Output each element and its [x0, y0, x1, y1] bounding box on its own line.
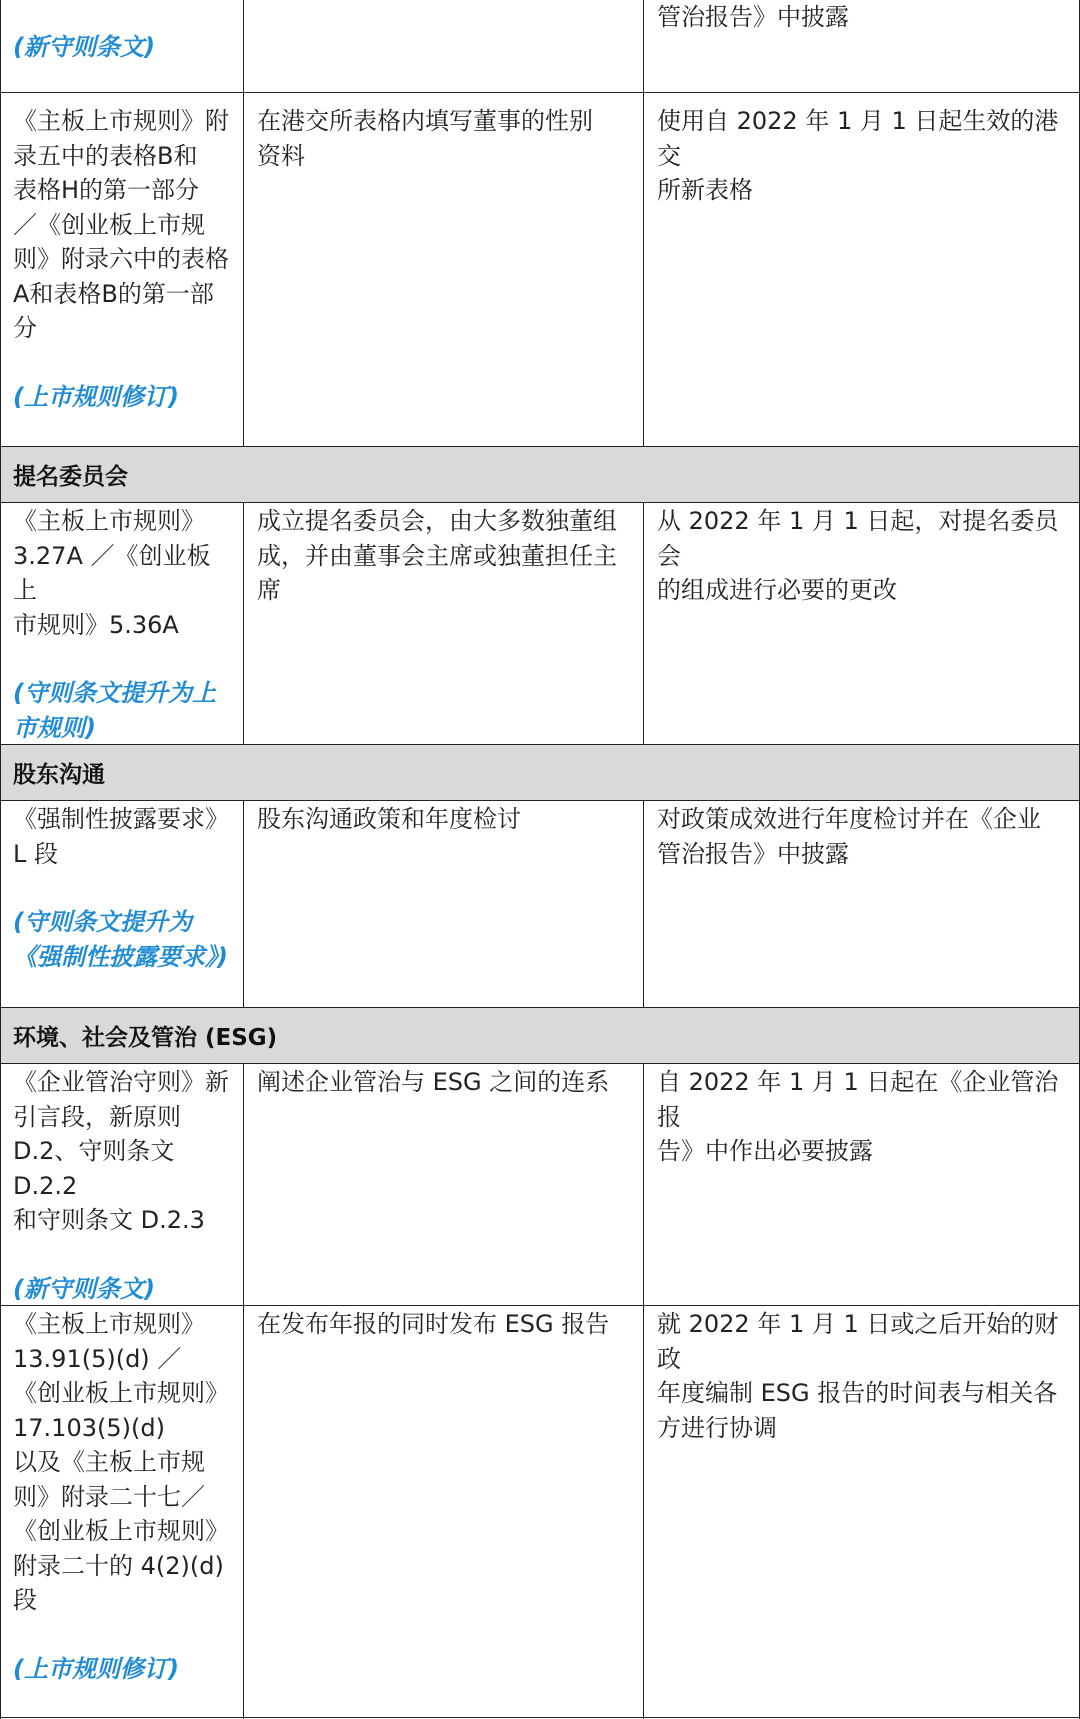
text-line: 《创业板上市规则》 [13, 1379, 229, 1407]
row-divider [0, 1717, 1080, 1718]
rule-note: (上市规则修订) [13, 382, 179, 411]
section-header-row [0, 744, 1080, 800]
column-divider [243, 0, 244, 446]
row-divider [0, 446, 1080, 447]
requirement-cell [243, 1305, 643, 1719]
row-divider [0, 1305, 1080, 1306]
text-line: 《企业管治守则》新 [13, 1068, 229, 1096]
text-line: 表格H的第一部分 [13, 176, 200, 204]
column-divider [643, 800, 644, 1007]
section-header-row [0, 1007, 1080, 1063]
action-cell [643, 800, 1080, 1007]
row-divider [0, 800, 1080, 801]
text-line: 《主板上市规则》 [13, 1310, 205, 1338]
action-cell [643, 502, 1080, 744]
column-divider [643, 1063, 644, 1719]
text-line: 17.103(5)(d) [13, 1413, 165, 1442]
text-line: 年度编制 ESG 报告的时间表与相关各 [657, 1379, 1058, 1407]
text-line: 则》附录二十七／ [13, 1482, 205, 1511]
text-line: 和守则条文 D.2.3 [13, 1206, 205, 1234]
action-cell [643, 0, 1080, 92]
table-row [0, 800, 1080, 1007]
requirement-cell [243, 800, 643, 1007]
column-divider [0, 0, 1, 1719]
text-line: 席 [257, 576, 281, 604]
table-row [0, 92, 1080, 446]
rule-reference-cell [0, 1063, 243, 1305]
rule-note: (新守则条文) [13, 1274, 155, 1303]
rule-note: (守则条文提升为 《强制性披露要求》) [13, 908, 228, 971]
text-line: 自 2022 年 1 月 1 日起在《企业管治报 [657, 1068, 1059, 1131]
text-line: 管治报告》中披露 [657, 3, 849, 31]
text-line: 分 [13, 314, 37, 342]
text-line: ／《创业板上市规 [13, 210, 205, 239]
text-line: D.2、守则条文 D.2.2 [13, 1137, 175, 1200]
table-row [0, 1305, 1080, 1719]
text-line: 《创业板上市规则》 [13, 1517, 229, 1545]
column-divider [243, 1063, 244, 1719]
text-line: 使用自 2022 年 1 月 1 日起生效的港交 [657, 107, 1059, 170]
rule-reference-cell [0, 1305, 243, 1719]
action-cell [643, 1063, 1080, 1305]
text-line: 告》中作出必要披露 [657, 1137, 873, 1165]
row-divider [0, 502, 1080, 503]
text-line: 管治报告》中披露 [657, 839, 849, 868]
text-line: 成立提名委员会，由大多数独董组 [257, 507, 617, 535]
text-line: 对政策成效进行年度检讨并在《企业 [657, 805, 1041, 833]
rule-reference-cell [0, 0, 243, 92]
rule-note: (守则条文提升为上 市规则) [13, 679, 216, 742]
rule-reference-cell [0, 800, 243, 1007]
row-divider [0, 744, 1080, 745]
text-line: 就 2022 年 1 月 1 日或之后开始的财政 [657, 1310, 1059, 1373]
row-divider [0, 92, 1080, 93]
text-line: 引言段，新原则 [13, 1102, 181, 1131]
section-title: 提名委员会 [13, 463, 128, 490]
section-header-row [0, 446, 1080, 502]
rule-reference-cell [0, 92, 243, 446]
text-line: 的组成进行必要的更改 [657, 576, 897, 604]
table-row [0, 0, 1080, 92]
text-line: 成，并由董事会主席或独董担任主 [257, 541, 617, 570]
requirement-cell [243, 0, 643, 92]
text-line: 阐述企业管治与 ESG 之间的连系 [257, 1068, 610, 1096]
text-line: 在港交所表格内填写董事的性别 [257, 107, 593, 135]
text-line: 3.27A ／《创业板上 [13, 541, 211, 604]
text-line: L 段 [13, 839, 58, 868]
section-title: 环境、社会及管治 (ESG) [13, 1024, 278, 1051]
requirement-cell [243, 502, 643, 744]
text-line: 方进行协调 [657, 1413, 777, 1442]
action-cell [643, 1305, 1080, 1719]
column-divider [243, 502, 244, 744]
table-row [0, 502, 1080, 744]
text-line: 在发布年报的同时发布 ESG 报告 [257, 1310, 610, 1338]
text-line: 从 2022 年 1 月 1 日起，对提名委员会 [657, 507, 1059, 570]
text-line: A和表格B的第一部 [13, 279, 214, 308]
text-line: 资料 [257, 141, 305, 170]
rule-note: (新守则条文) [13, 33, 155, 61]
column-divider [643, 0, 644, 446]
column-divider [243, 800, 244, 1007]
text-line: 《主板上市规则》 [13, 507, 205, 535]
column-divider [643, 502, 644, 744]
row-divider [0, 1063, 1080, 1064]
rule-reference-cell [0, 502, 243, 744]
text-line: 股东沟通政策和年度检讨 [257, 805, 521, 833]
text-line: 13.91(5)(d) ／ [13, 1344, 182, 1373]
text-line: 段 [13, 1586, 37, 1614]
text-line: 则》附录六中的表格 [13, 245, 229, 273]
action-cell [643, 92, 1080, 446]
text-line: 录五中的表格B和 [13, 141, 198, 170]
text-line: 《强制性披露要求》 [13, 805, 229, 833]
text-line: 所新表格 [657, 176, 753, 204]
section-title: 股东沟通 [13, 761, 105, 788]
row-divider [0, 1007, 1080, 1008]
text-line: 附录二十的 4(2)(d) [13, 1551, 224, 1580]
text-line: 市规则》5.36A [13, 610, 179, 639]
requirement-cell [243, 1063, 643, 1305]
text-line: 以及《主板上市规 [13, 1448, 205, 1476]
table-row [0, 1063, 1080, 1305]
rule-note: (上市规则修订) [13, 1654, 179, 1683]
requirement-cell [243, 92, 643, 446]
text-line: 《主板上市规则》附 [13, 107, 229, 135]
